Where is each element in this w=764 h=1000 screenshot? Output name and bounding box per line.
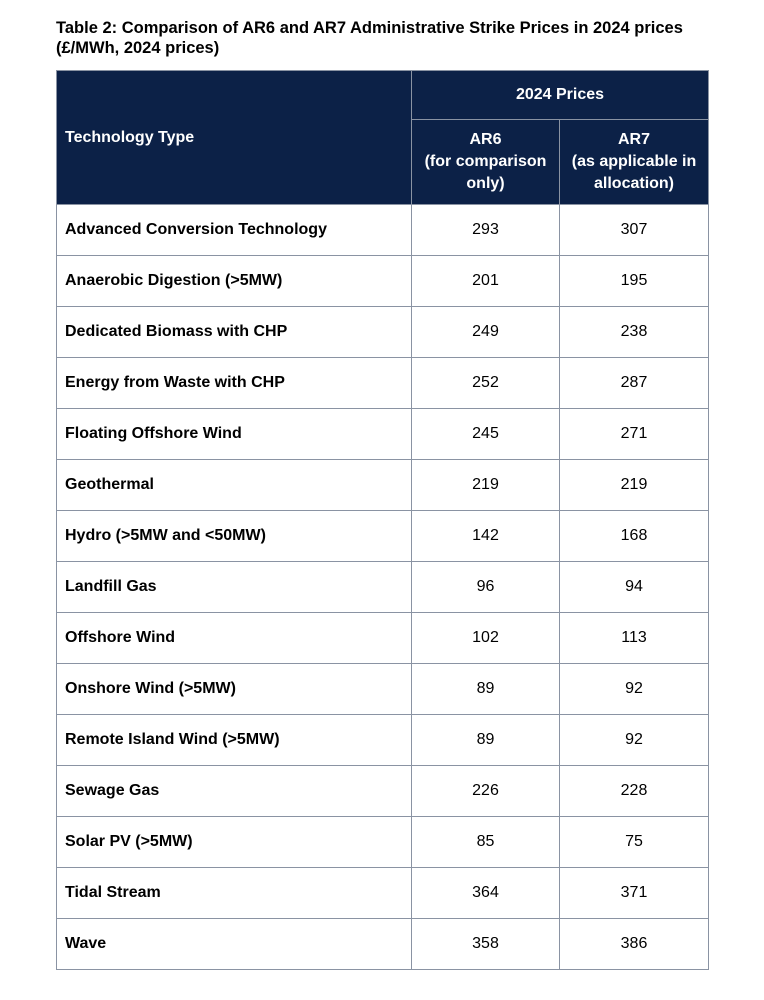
ar6-price-cell: 364 (412, 868, 560, 919)
ar6-price-cell: 293 (412, 205, 560, 256)
technology-cell: Wave (57, 919, 412, 970)
ar7-price-cell: 92 (560, 715, 709, 766)
technology-cell: Anaerobic Digestion (>5MW) (57, 256, 412, 307)
ar6-header (412, 120, 560, 205)
technology-cell: Sewage Gas (57, 766, 412, 817)
table-row (57, 613, 709, 664)
table-row (57, 664, 709, 715)
ar6-price-cell: 102 (412, 613, 560, 664)
caption-line-1: Table 2: Comparison of AR6 and AR7 Administrative Strike Prices in 2024 prices (56, 19, 683, 37)
table-row (57, 358, 709, 409)
table-row (57, 205, 709, 256)
technology-cell: Advanced Conversion Technology (57, 205, 412, 256)
ar6-price-cell: 142 (412, 511, 560, 562)
ar7-price-cell: 113 (560, 613, 709, 664)
ar7-price-cell: 287 (560, 358, 709, 409)
ar6-price-cell: 358 (412, 919, 560, 970)
table-caption (56, 18, 746, 58)
table-row (57, 256, 709, 307)
ar6-note-line-1: (for comparison (424, 153, 547, 170)
ar7-price-cell: 271 (560, 409, 709, 460)
technology-type-header: Technology Type (57, 71, 412, 205)
ar7-price-cell: 94 (560, 562, 709, 613)
ar7-note-line-1: (as applicable in (571, 153, 697, 170)
ar7-price-cell: 75 (560, 817, 709, 868)
table-row (57, 766, 709, 817)
table-row (57, 715, 709, 766)
technology-cell: Energy from Waste with CHP (57, 358, 412, 409)
ar7-note-line-2: allocation) (594, 175, 675, 192)
table-row (57, 562, 709, 613)
table-row (57, 409, 709, 460)
ar7-price-cell: 371 (560, 868, 709, 919)
header-row-group (57, 71, 709, 120)
ar6-price-cell: 249 (412, 307, 560, 358)
technology-cell: Landfill Gas (57, 562, 412, 613)
ar7-price-cell: 228 (560, 766, 709, 817)
table-row (57, 460, 709, 511)
ar7-price-cell: 92 (560, 664, 709, 715)
prices-2024-header: 2024 Prices (412, 71, 709, 120)
table-row (57, 511, 709, 562)
ar7-price-cell: 238 (560, 307, 709, 358)
ar6-price-cell: 226 (412, 766, 560, 817)
ar6-price-cell: 96 (412, 562, 560, 613)
technology-cell: Onshore Wind (>5MW) (57, 664, 412, 715)
technology-cell: Floating Offshore Wind (57, 409, 412, 460)
ar6-price-cell: 245 (412, 409, 560, 460)
caption-line-2: (£/MWh, 2024 prices) (56, 39, 220, 57)
table-row (57, 919, 709, 970)
technology-cell: Tidal Stream (57, 868, 412, 919)
technology-cell: Hydro (>5MW and <50MW) (57, 511, 412, 562)
ar6-name: AR6 (469, 131, 502, 148)
ar7-price-cell: 219 (560, 460, 709, 511)
ar6-note-line-2: only) (466, 175, 505, 192)
ar6-price-cell: 85 (412, 817, 560, 868)
ar6-price-cell: 219 (412, 460, 560, 511)
ar6-price-cell: 89 (412, 664, 560, 715)
ar7-name: AR7 (618, 131, 651, 148)
ar7-price-cell: 307 (560, 205, 709, 256)
table-row (57, 817, 709, 868)
table-row (57, 868, 709, 919)
ar6-price-cell: 201 (412, 256, 560, 307)
ar6-price-cell: 252 (412, 358, 560, 409)
ar7-price-cell: 195 (560, 256, 709, 307)
strike-price-table (56, 70, 709, 970)
ar7-header (560, 120, 709, 205)
ar7-price-cell: 386 (560, 919, 709, 970)
technology-cell: Offshore Wind (57, 613, 412, 664)
technology-cell: Remote Island Wind (>5MW) (57, 715, 412, 766)
technology-cell: Geothermal (57, 460, 412, 511)
technology-cell: Solar PV (>5MW) (57, 817, 412, 868)
technology-cell: Dedicated Biomass with CHP (57, 307, 412, 358)
ar7-price-cell: 168 (560, 511, 709, 562)
table-row (57, 307, 709, 358)
ar6-price-cell: 89 (412, 715, 560, 766)
